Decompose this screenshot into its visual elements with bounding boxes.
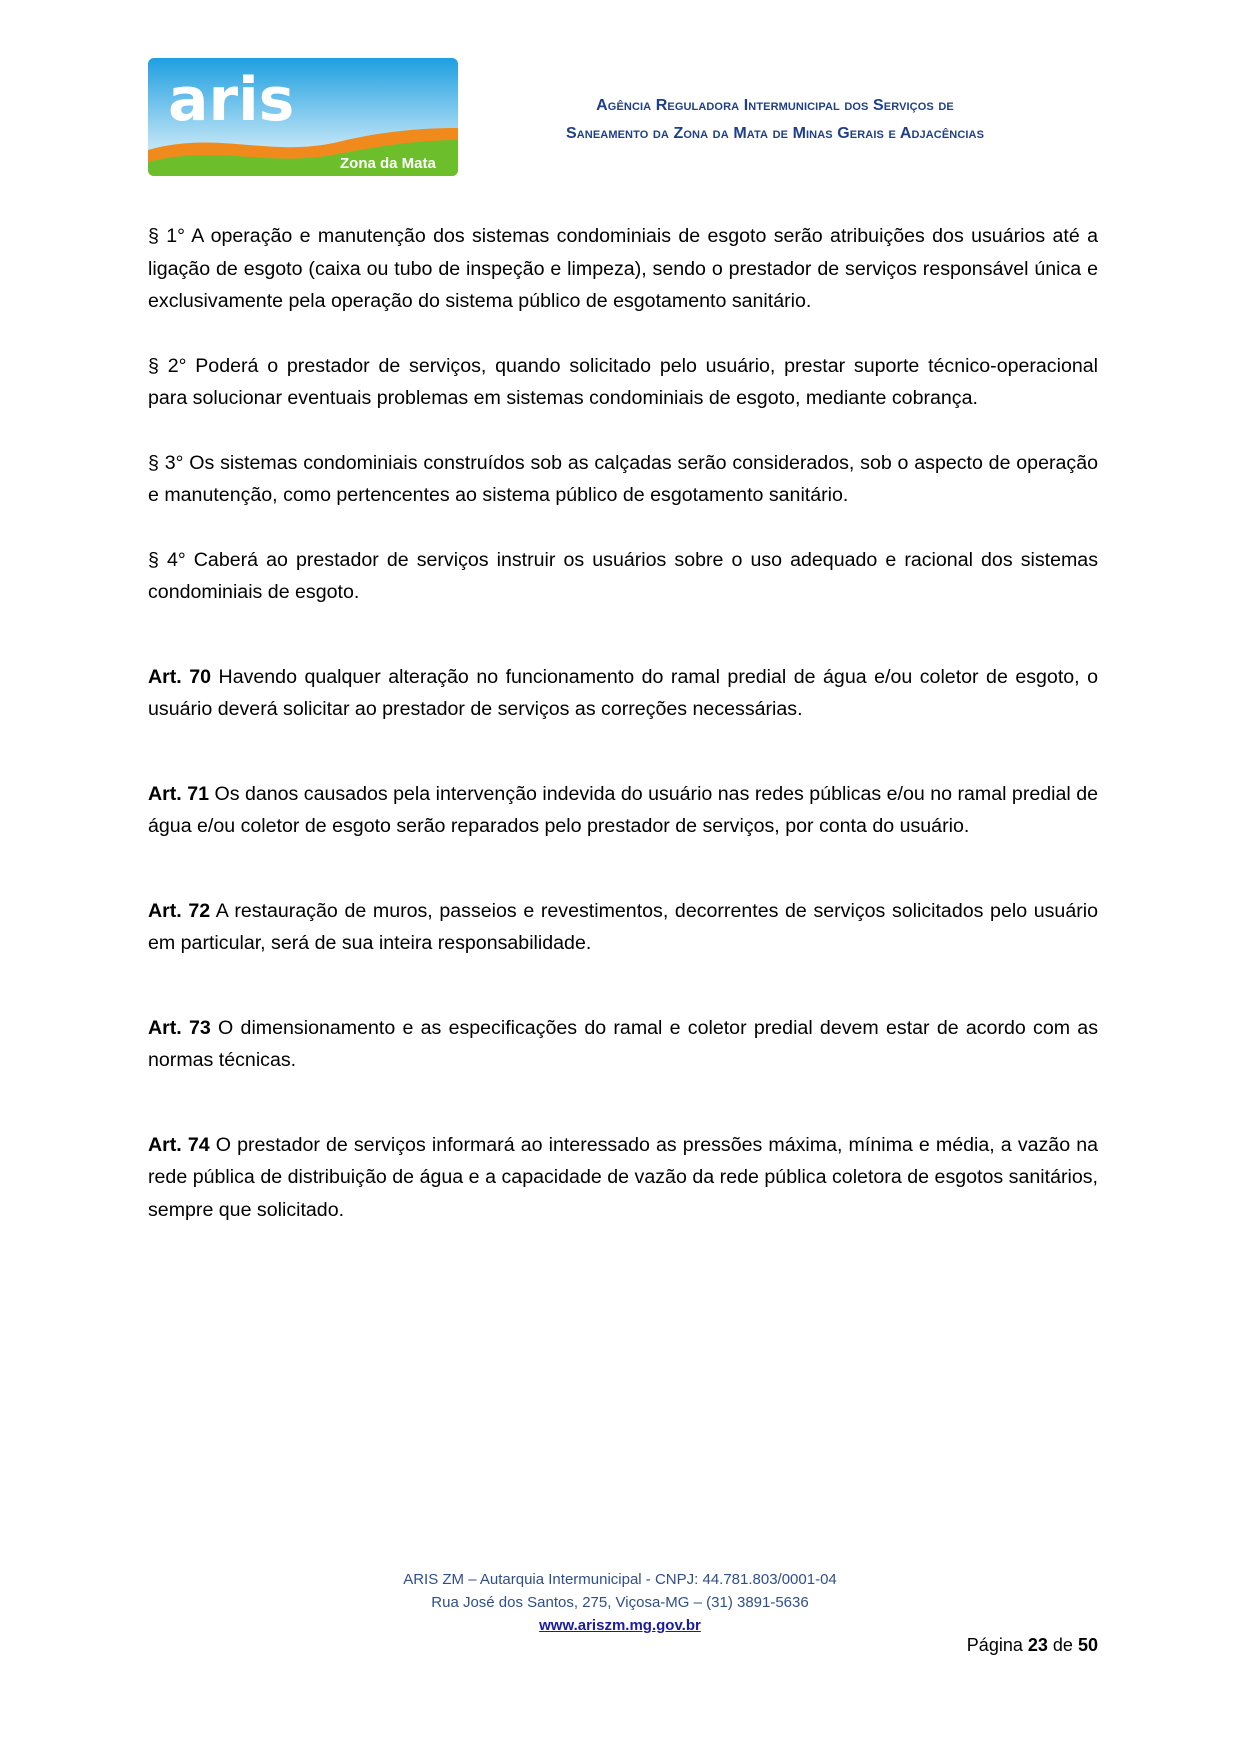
- agency-title-line-2: Saneamento da Zona da Mata de Minas Gerais e Adjacências: [565, 125, 985, 142]
- page-number: Página 23 de 50: [966, 1635, 1098, 1655]
- footer-line-2: Rua José dos Santos, 275, Viçosa-MG – (31) 3891-5636: [431, 1594, 809, 1611]
- article-74: Art. 74 O prestador de serviços informará ao interessado as pressões máxima, mínima e média, a vazão na rede pública de distribuição de água e a capacidade de vazão da rede pública coletora de esgotos sanitários, sempre que solicitado.: [148, 1133, 1098, 1221]
- article-number: Art. 70: [148, 665, 212, 688]
- document-body: [148, 220, 1098, 1226]
- aris-logo: [148, 58, 458, 176]
- article-number: Art. 72: [148, 899, 211, 922]
- article-72: Art. 72 A restauração de muros, passeios e revestimentos, decorrentes de serviços solicitados pelo usuário em particular, será de sua inteira responsabilidade.: [148, 899, 1098, 954]
- paragraph-4: § 4° Caberá ao prestador de serviços instruir os usuários sobre o uso adequado e racional dos sistemas condominiais de esgoto.: [148, 548, 1098, 603]
- article-73: Art. 73 O dimensionamento e as especificações do ramal e coletor predial devem estar de acordo com as normas técnicas.: [148, 1016, 1098, 1071]
- current-page: 23: [1027, 1635, 1048, 1655]
- logo-graphic: [148, 58, 458, 176]
- article-71: Art. 71 Os danos causados pela intervenção indevida do usuário nas redes públicas e/ou no ramal predial de água e/ou coletor de esgoto serão reparados pelo prestador de serviços, por conta do usuário.: [148, 782, 1098, 837]
- paragraph-1: § 1° A operação e manutenção dos sistemas condominiais de esgoto serão atribuições dos usuários até a ligação de esgoto (caixa ou tubo de inspeção e limpeza), sendo o prestador de serviços responsável única e exclusivamente pela operação do sistema público de esgotamento sanitário.: [148, 225, 1098, 312]
- footer-line-1: ARIS ZM – Autarquia Intermunicipal - CNPJ: 44.781.803/0001-04: [403, 1571, 837, 1588]
- article-70: Art. 70 Havendo qualquer alteração no funcionamento do ramal predial de água e/ou coletor de esgoto, o usuário deverá solicitar ao prestador de serviços as correções necessárias.: [148, 665, 1099, 720]
- website-link[interactable]: www.ariszm.mg.gov.br: [539, 1617, 701, 1634]
- page-footer: [380, 1568, 860, 1637]
- total-pages: 50: [1077, 1635, 1098, 1655]
- paragraph-3: § 3° Os sistemas condominiais construídos sob as calçadas serão considerados, sob o aspecto de operação e manutenção, como pertencentes ao sistema público de esgotamento sanitário.: [148, 451, 1098, 506]
- agency-title: [505, 92, 1045, 148]
- article-number: Art. 73: [148, 1016, 211, 1039]
- agency-title-line-1: Agência Reguladora Intermunicipal dos Serviços de: [596, 97, 954, 114]
- paragraph-2: § 2° Poderá o prestador de serviços, quando solicitado pelo usuário, prestar suporte técnico-operacional para solucionar eventuais problemas em sistemas condominiais de esgoto, mediante cobrança.: [148, 354, 1098, 409]
- article-number: Art. 74: [148, 1133, 210, 1156]
- article-number: Art. 71: [148, 782, 209, 805]
- logo-text: aris: [168, 65, 295, 135]
- logo-subtitle: Zona da Mata: [340, 155, 436, 172]
